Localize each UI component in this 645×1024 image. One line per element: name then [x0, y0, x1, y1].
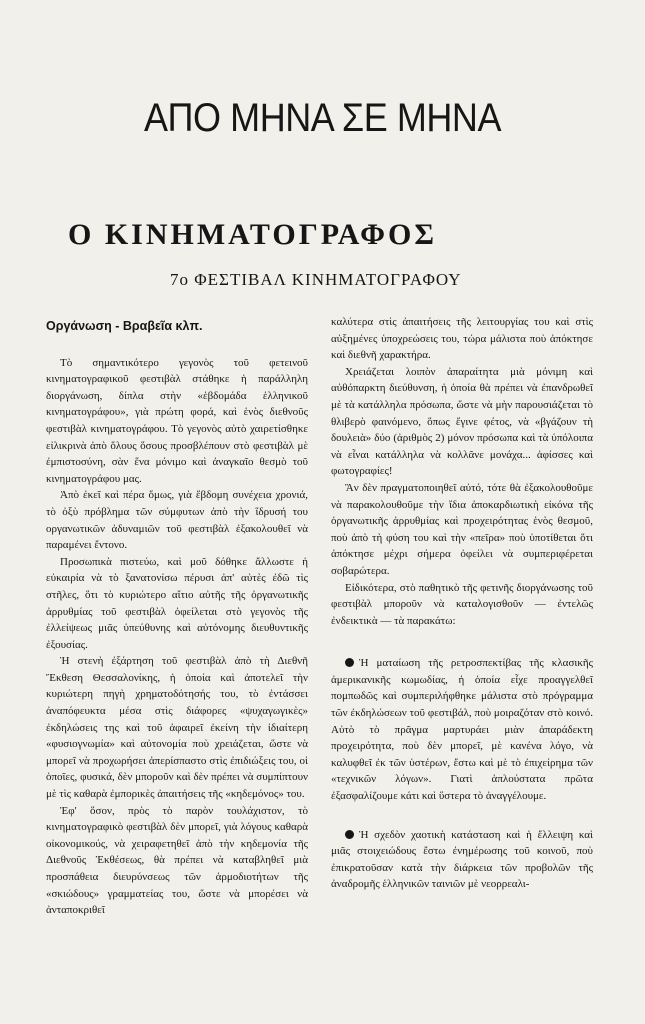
bullet-dot-icon: [345, 830, 354, 839]
bullet-text: Ἡ σχεδὸν χαοτικὴ κατάσταση καὶ ἡ ἔλλειψη καὶ μιᾶς στοιχειώδους ἔστω ἐνημέρωσης τοῦ κοινοῦ, ποὺ ἐπικρατοῦσαν κατὰ τὴν διάρκεια τῶν προβολῶν τῆς ἀναδρομῆς ἑλληνικῶν ταινιῶν μὲ νεορρεαλι-: [331, 828, 593, 891]
bullet-item: [331, 655, 593, 804]
bullet-item: [331, 827, 593, 893]
paragraph: Χρειάζεται λοιπὸν ἀπαραίτητα μιὰ μόνιμη καὶ αὐθόπαρκτη διεύθυνση, ἡ ὁποία θὰ πρέπει νὰ ἐπανδρωθεῖ μὲ τὰ κατάλληλα πρόσωπα, ὥστε νὰ μὴν παρουσιάζεται τὸ θλιβερὸ φαινόμενο, ὅπως ἔγινε φέτος, νὰ «βγάζουν τὴ δουλειὰ» δύο (ἀριθμὸς 2) μόνον πρόσωπα καὶ τὰ ὑπόλοιπα νὰ εἶναι κατάλληλα νὰ κολλᾶνε μονάχα... ἀφίσσες καὶ φωτογραφίες!: [331, 365, 593, 478]
paragraph: Τὸ σημαντικότερο γεγονὸς τοῦ φετεινοῦ κινηματογραφικοῦ φεστιβὰλ στάθηκε ἡ παράλληλη διοργάνωση, δίπλα στὴν «ἑβδομάδα ἑλληνικοῦ κινηματογράφου», γιὰ πρώτη φορά, καὶ ἑνὸς διεθνοῦς φεστιβὰλ κινηματογράφου. Τὸ γεγονὸς αὐτὸ χαιρετίσθηκε εἰλικρινὰ ἀπὸ ὅλους ὅσους προσβλέπουν στὸ φεστιβὰλ μὲ ἐμπιστοσύνη, σὰν ἕνα μόνιμο καὶ ἀναγκαῖο θεσμὸ τοῦ κινηματογράφου μας.: [46, 356, 308, 485]
bullet-text: Ἡ ματαίωση τῆς ρετροσπεκτίβας τῆς κλασικῆς ἀμερικανικῆς κωμωδίας, ἡ ὁποία εἶχε προαγγελθεῖ πομπωδῶς καὶ συμπεριλήφθηκε μάλιστα στὸ πρόγραμμα τῶν ἐκδηλώσεων τοῦ φεστιβάλ, ποὺ μοιραζόταν στὸ κοινό. Αὐτὸ τὸ πρᾶγμα μαρτυράει μιὰν ἀπαράδεκτη προχειρότητα, ποὺ δὲν μπορεῖ, μὲ κανένα λόγο, νὰ καλυφθεῖ ἐκ τῶν ὑστέρων, ἔστω καὶ μὲ τὸ ἐπιχείρημα τῶν «τεχνικῶν λόγων». Γιατὶ ἁπλούστατα πρῶτα ἐξασφαλίζουμε κάτι καὶ ὕστερα τὸ ἀναγγέλουμε.: [331, 657, 593, 803]
paragraph: Ἂν δὲν πραγματοποιηθεῖ αὐτό, τότε θὰ ἐξακολουθοῦμε νὰ παρακολουθοῦμε τὴν ἴδια ἀποκαρδιωτικὴ εἰκόνα τῆς ὀργανωτικῆς ἀρρυθμίας καὶ προχειρότητας ἑνὸς θεσμοῦ, ποὺ ἀπὸ τὴ φύση του καὶ τὴν «πεῖρα» ποὺ ὑποτίθεται ὅτι ἀπόκτησε μέχρι σήμερα ὀφείλει νὰ συμπεριφέρεται σοβαρώτερα.: [331, 481, 593, 577]
paragraph: καλύτερα στὶς ἀπαιτήσεις τῆς λειτουργίας του καὶ στὶς αὐξημένες ὑποχρεώσεις του, τώρα μάλιστα ποὺ ἀπόκτησε καὶ διεθνῆ χαρακτήρα.: [331, 316, 593, 362]
main-title: Ο ΚΙΝΗΜΑΤΟΓΡΑΦΟΣ: [68, 218, 438, 251]
paragraph: Ἀπὸ ἐκεῖ καὶ πέρα ὅμως, γιὰ ἕβδομη συνέχεια χρονιά, τὸ ὀξὺ πρόβλημα τῶν σύμφυτων ἀπὸ τὴν ἵδρυσή του οργανωτικῶν ἀδυναμιῶν τοῦ φεστιβὰλ ἐξακολουθεῖ νὰ παραμένει ἔντονο.: [46, 489, 308, 552]
column-heading: Οργάνωση - Βραβεῖα κλπ.: [46, 319, 203, 333]
paragraph: Προσωπικὰ πιστεύω, καὶ μοῦ δόθηκε ἄλλωστε ἡ εὐκαιρία νὰ τὸ ξανατονίσω πέρυσι ἀπ' αὐτὲς ἐδῶ τὶς στῆλες, ὅτι τὸ κυριώτερο αἴτιο αὐτῆς τῆς ὀργανωτικῆς ἀρρυθμίας τοῦ φεστιβὰλ ὀφείλεται στὸ γεγονὸς τῆς ἐλλείψεως μιᾶς ὑπεύθυνης καὶ αὐτόνομης διευθυντικῆς ἐξουσίας.: [46, 555, 308, 651]
article-subtitle: 7ο ΦΕΣΤΙΒΑΛ ΚΙΝΗΜΑΤΟΓΡΑΦΟΥ: [170, 270, 462, 289]
bullet-dot-icon: [345, 658, 354, 667]
right-column: [331, 314, 593, 893]
left-column: [46, 318, 308, 919]
section-title: ΑΠΟ ΜΗΝΑ ΣΕ ΜΗΝΑ: [143, 96, 502, 140]
paragraph: Εἰδικότερα, στὸ παθητικὸ τῆς φετινῆς διοργάνωσης τοῦ φεστιβὰλ μποροῦν νὰ καταλογισθοῦν — ἐντελῶς ἐνδεικτικὰ — τὰ παρακάτω:: [331, 581, 593, 627]
paragraph: Ἡ στενὴ ἐξάρτηση τοῦ φεστιβὰλ ἀπὸ τὴ Διεθνῆ Ἔκθεση Θεσσαλονίκης, ἡ ὁποία καὶ ἀποτελεῖ τὴν κυριώτερη πηγὴ χρηματοδότησής του, τὸ ἐντάσσει ἀναπόφευκτα μέσα στὶς διάφορες «ψυχαγωγικὲς» ἐκδηλώσεις της καὶ τοῦ ἀφαιρεῖ ἐκείνη τὴν ἰδιαίτερη «φυσιογνωμία» καὶ αὐτονομία ποὺ χρειάζεται, ὥστε νὰ μπορεῖ νὰ προχωρήσει ἀπερίσπαστο στὶς ἐπιδιώξεις του, οἱ ὁποῖες, φυσικά, δὲν μποροῦν καὶ δὲν πρέπει νὰ συμπίπτουν μὲ τὶς καθαρὰ ἐμπορικὲς ἀπαιτήσεις τῆς «κηδεμόνος» του.: [46, 655, 308, 801]
paragraph: Ἐφ' ὅσον, πρὸς τὸ παρὸν τουλάχιστον, τὸ κινηματογραφικὸ φεστιβὰλ δὲν μπορεῖ, γιὰ λόγους καθαρὰ οἰκονομικούς, νὰ χειραφετηθεῖ ἀπὸ τὴν κηδεμονία τῆς Διεθνοῦς Ἐκθέσεως, θὰ πρέπει νὰ καταβληθεῖ μιὰ προσπάθεια διευρύνσεως τῶν ἁρμοδιοτήτων τῆς «σκιώδους» γραμματείας του, ὥστε νὰ μπορέσει νὰ ἀνταποκριθεῖ: [46, 804, 308, 917]
